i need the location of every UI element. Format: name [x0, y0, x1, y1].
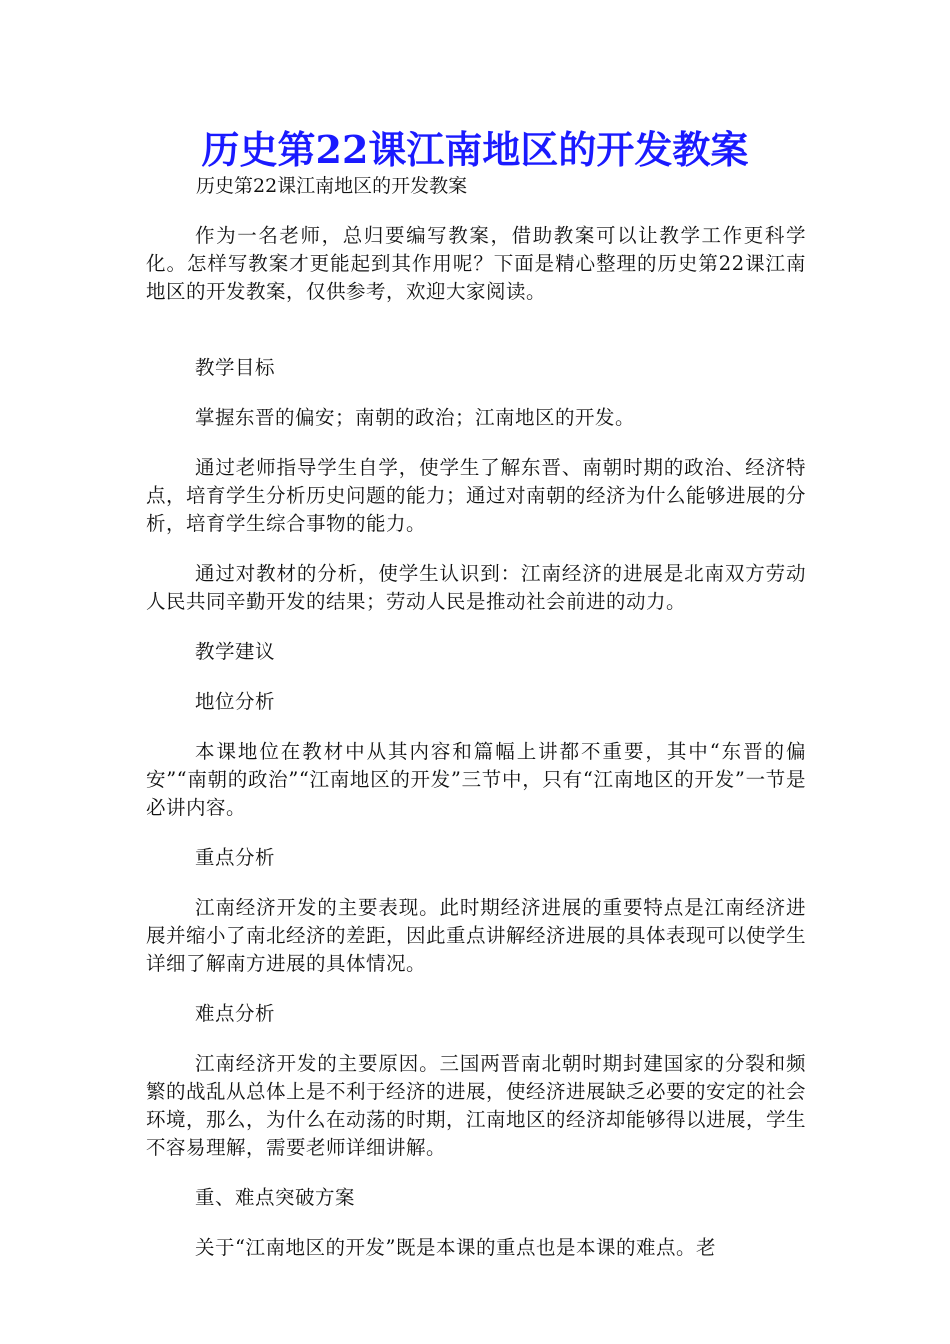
spacer — [146, 616, 806, 638]
spacer — [146, 1028, 806, 1050]
section-heading-difficulties: 难点分析 — [195, 1002, 276, 1025]
paragraph: 江南经济开发的主要表现。此时期经济进展的重要特点是江南经济进展并缩小了南北经济的差距，因此重点讲解经济进展的具体表现可以使学生详细了解南方进展的具体情况。 — [146, 896, 807, 975]
section-heading-teaching-suggestions: 教学建议 — [195, 640, 276, 663]
section-heading-breakthrough-plan: 重、难点突破方案 — [195, 1186, 356, 1209]
spacer — [146, 382, 806, 404]
paragraph: 掌握东晋的偏安；南朝的政治；江南地区的开发。 — [195, 406, 636, 429]
section-heading-key-points: 重点分析 — [195, 846, 276, 869]
spacer — [146, 822, 806, 844]
spacer — [146, 716, 806, 738]
spacer — [146, 666, 806, 688]
intro-paragraph: 作为一名老师，总归要编写教案，借助教案可以让教学工作更科学化。怎样写教案才更能起到其作用呢？下面是精心整理的历史第22课江南地区的开发教案，仅供参考，欢迎大家阅读。 — [146, 224, 806, 303]
paragraph: 本课地位在教材中从其内容和篇幅上讲都不重要，其中“东晋的偏安”“南朝的政治”“江南地区的开发”三节中，只有“江南地区的开发”一节是必讲内容。 — [146, 740, 806, 819]
spacer — [146, 872, 806, 894]
section-heading-position-analysis: 地位分析 — [195, 690, 276, 713]
spacer — [146, 306, 806, 354]
document-subtitle: 历史第22课江南地区的开发教案 — [196, 175, 468, 197]
spacer — [146, 978, 806, 1000]
section-heading-teaching-goals: 教学目标 — [195, 356, 276, 379]
spacer — [146, 1212, 806, 1234]
paragraph: 江南经济开发的主要原因。三国两晋南北朝时期封建国家的分裂和频繁的战乱从总体上是不利于经济的进展，使经济进展缺乏必要的安定的社会环境，那么，为什么在动荡的时期，江南地区的经济却能够得以进展，学生不容易理解，需要老师详细讲解。 — [146, 1052, 807, 1159]
spacer — [146, 1162, 806, 1184]
spacer — [146, 432, 806, 454]
paragraph: 关于“江南地区的开发”既是本课的重点也是本课的难点。老 — [195, 1236, 716, 1259]
paragraph: 通过老师指导学生自学，使学生了解东晋、南朝时期的政治、经济特点，培育学生分析历史问题的能力；通过对南朝的经济为什么能够进展的分析，培育学生综合事物的能力。 — [146, 456, 807, 535]
document-body — [146, 222, 806, 1262]
paragraph: 通过对教材的分析，使学生认识到：江南经济的进展是北南双方劳动人民共同辛勤开发的结果；劳动人民是推动社会前进的动力。 — [146, 562, 806, 613]
document-title: 历史第22课江南地区的开发教案 — [201, 127, 749, 172]
spacer — [146, 538, 806, 560]
